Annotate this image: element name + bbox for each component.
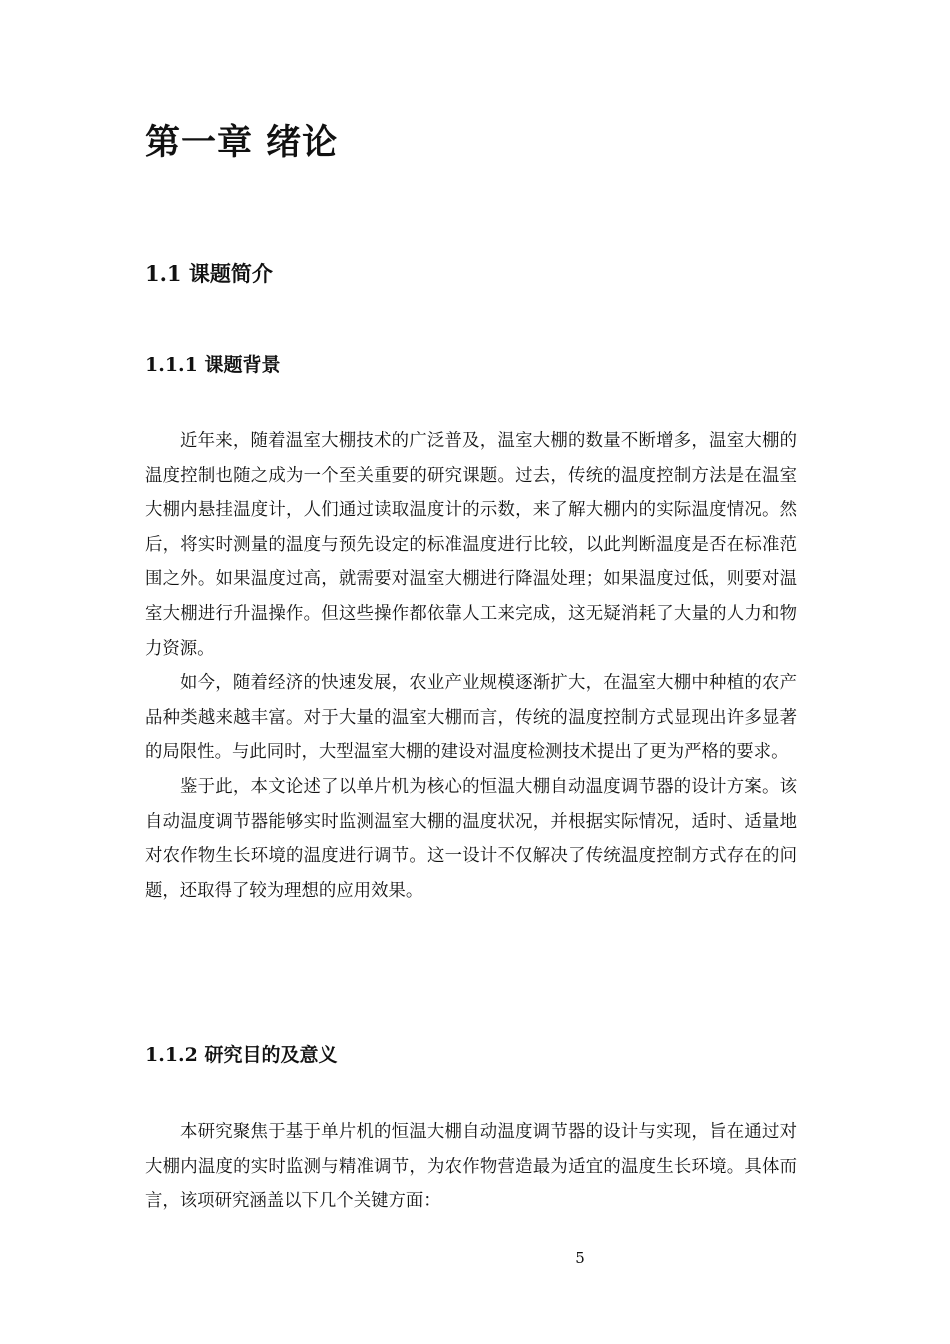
paragraph: 近年来，随着温室大棚技术的广泛普及，温室大棚的数量不断增多，温室大棚的温度控制也随之成为一个至关重要的研究课题。过去，传统的温度控制方法是在温室大棚内悬挂温度计，人们通过读取温度计的示数，来了解大棚内的实际温度情况。然后，将实时测量的温度与预先设定的标准温度进行比较，以此判断温度是否在标准范围之外。如果温度过高，就需要对温室大棚进行降温处理；如果温度过低，则要对温室大棚进行升温操作。但这些操作都依靠人工来完成，这无疑消耗了大量的人力和物力资源。 (145, 431, 797, 659)
purpose-text-block (145, 1115, 797, 1219)
paragraph: 本研究聚焦于基于单片机的恒温大棚自动温度调节器的设计与实现，旨在通过对大棚内温度的实时监测与精准调节，为农作物营造最为适宜的温度生长环境。具体而言，该项研究涵盖以下几个关键方面： (145, 1122, 797, 1212)
subsection-heading-background: 1.1.1 课题背景 (145, 354, 281, 376)
paragraph: 如今，随着经济的快速发展，农业产业规模逐渐扩大，在温室大棚中种植的农产品种类越来越丰富。对于大量的温室大棚而言，传统的温度控制方式显现出许多显著的局限性。与此同时，大型温室大棚的建设对温度检测技术提出了更为严格的要求。 (145, 673, 797, 763)
subsection-heading-purpose: 1.1.2 研究目的及意义 (145, 1044, 338, 1066)
section-heading: 1.1 课题简介 (145, 261, 273, 286)
chapter-title: 第一章 绪论 (145, 122, 339, 163)
paragraph: 鉴于此，本文论述了以单片机为核心的恒温大棚自动温度调节器的设计方案。该自动温度调节器能够实时监测温室大棚的温度状况，并根据实际情况，适时、适量地对农作物生长环境的温度进行调节。这一设计不仅解决了传统温度控制方式存在的问题，还取得了较为理想的应用效果。 (145, 776, 797, 901)
background-text-block (145, 424, 797, 908)
page-number: 5 (575, 1249, 585, 1267)
